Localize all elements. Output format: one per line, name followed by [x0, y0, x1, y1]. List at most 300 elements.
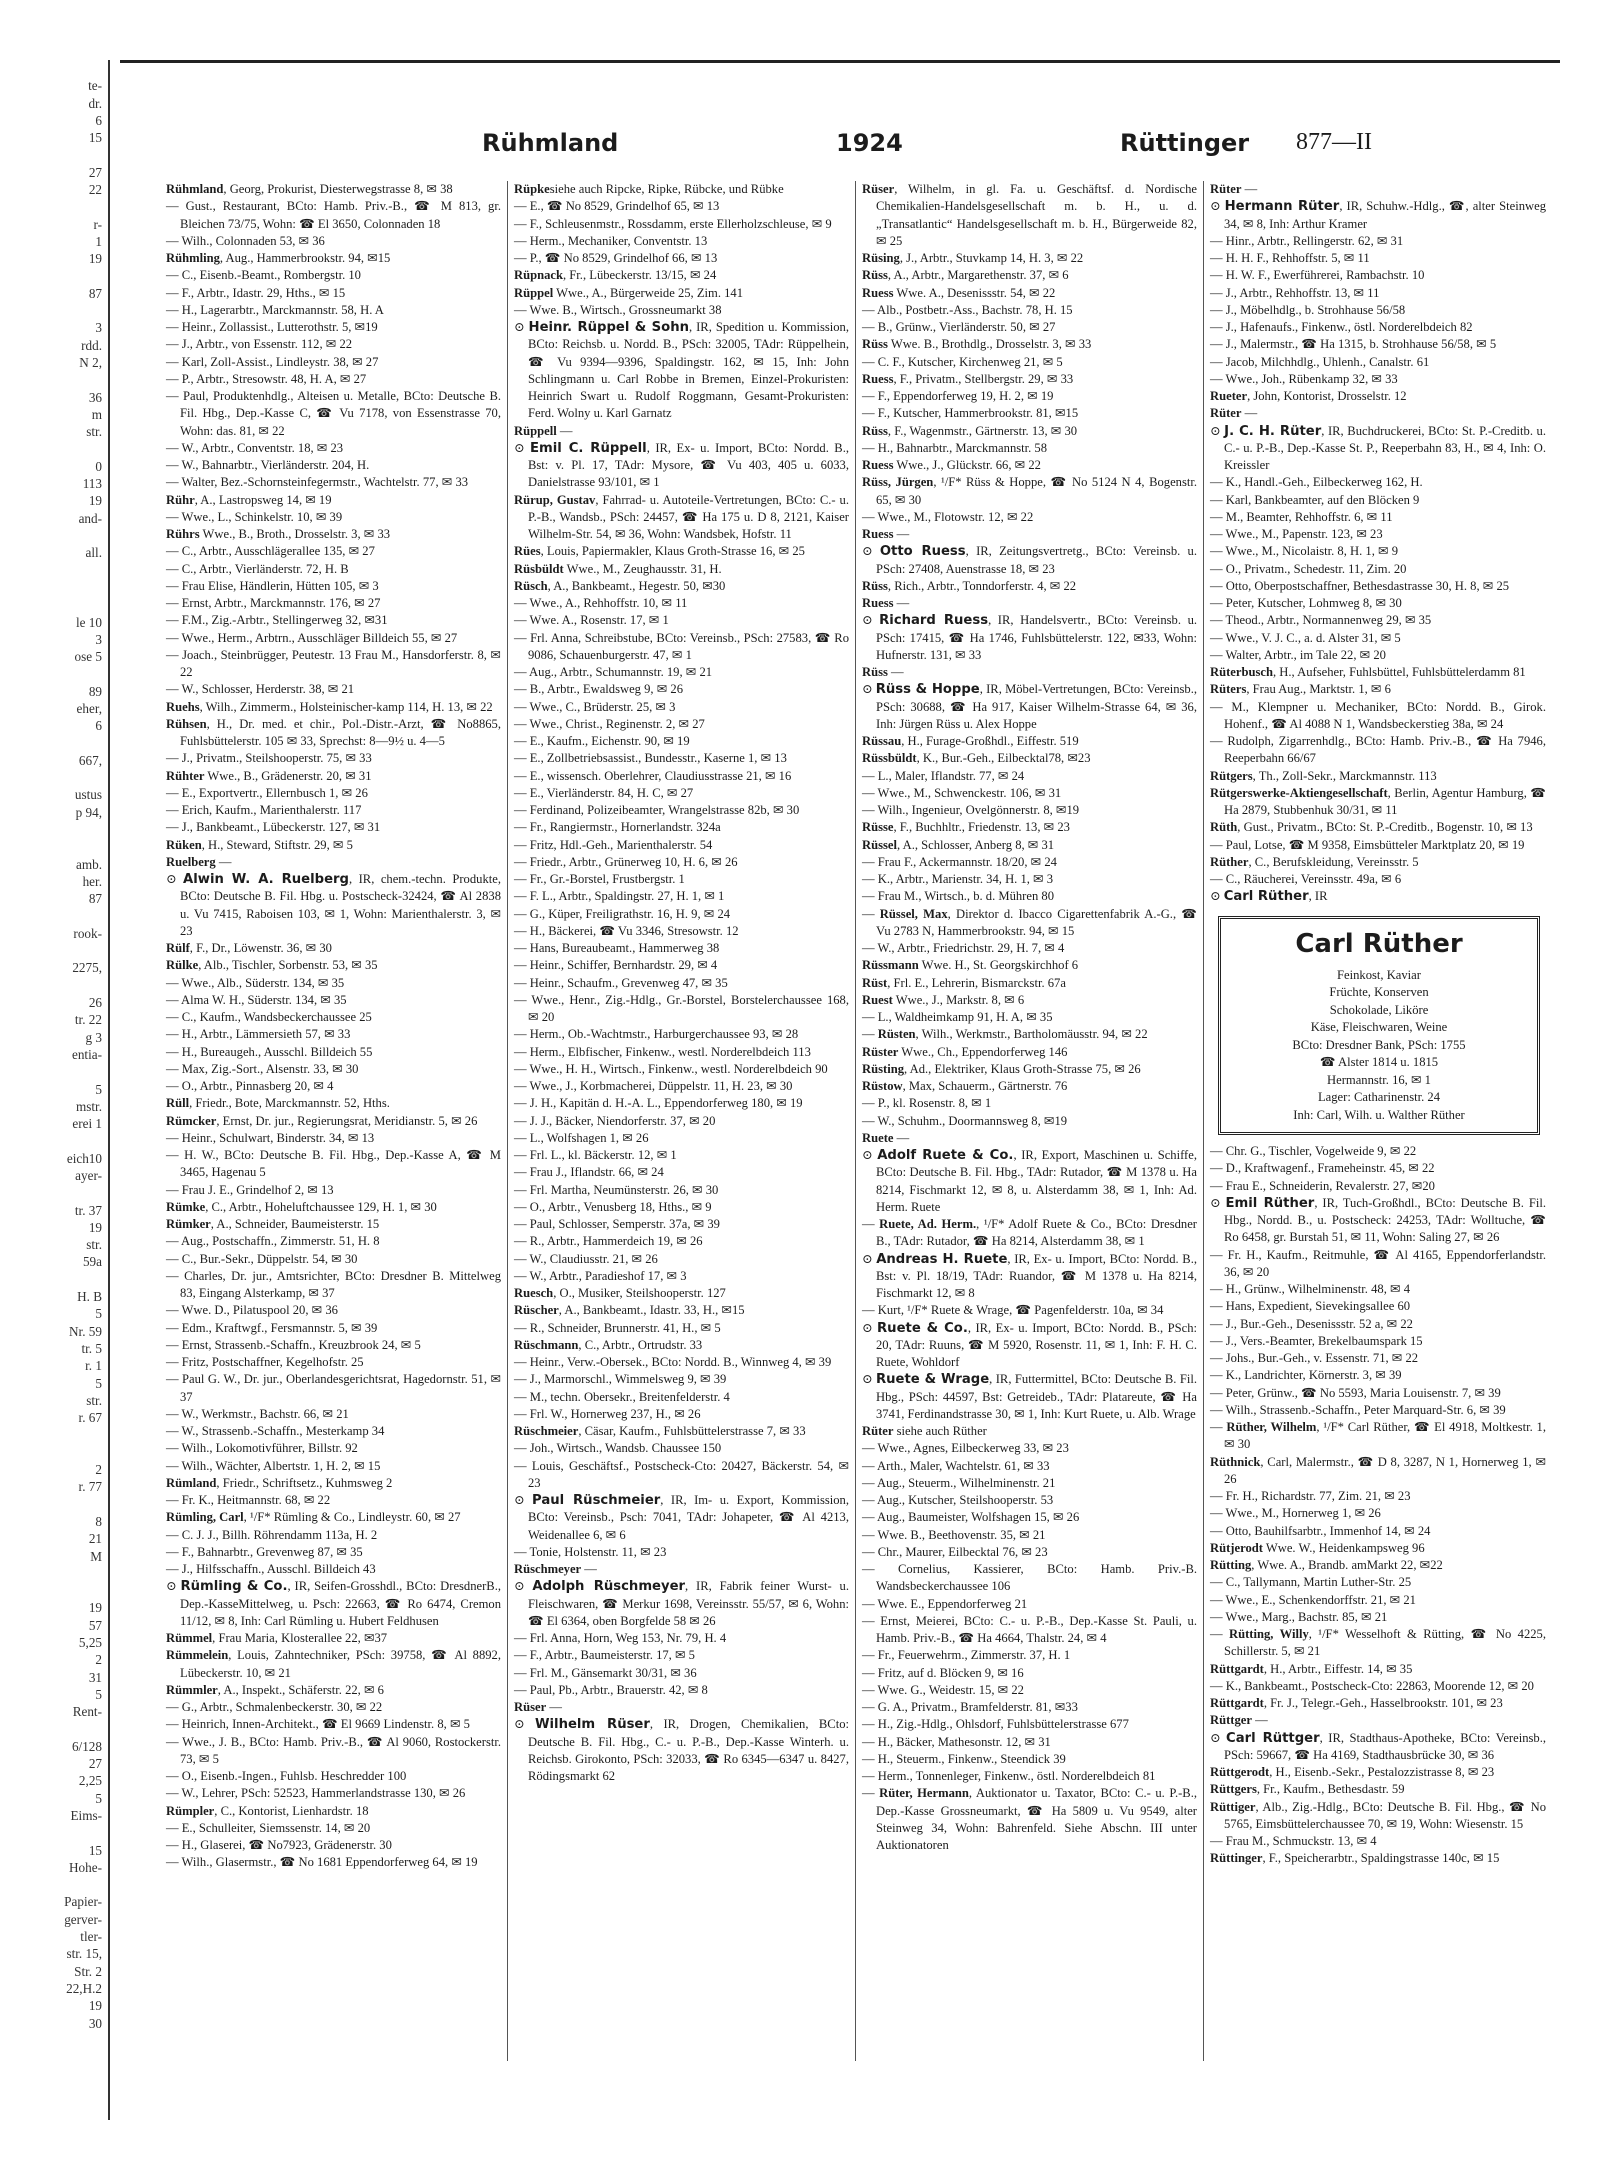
- entry-surname: Rüter, Hermann: [879, 1786, 969, 1801]
- directory-entry: — Rüsten, Wilh., Werkmstr., Bartholomäusstr. 94, ✉ 22: [862, 1027, 1148, 1042]
- directory-entry: — H. W., BCto: Deutsche B. Fil. Hbg., Dep.-Kasse A, ☎ M 3465, Hagenau 5: [166, 1148, 501, 1180]
- directory-entry: — F., Eppendorferweg 19, H. 2, ✉ 19: [862, 389, 1054, 403]
- directory-entry: — W., Arbtr., Paradieshof 17, ✉ 3: [514, 1268, 687, 1283]
- entry-surname: Rüttgers: [1210, 1782, 1257, 1797]
- directory-entry: — Frau E., Schneiderin, Revalerstr. 27, ✉20: [1210, 1178, 1435, 1193]
- entry-surname: Rütting: [1210, 1558, 1252, 1572]
- entry-surname: Rütting, Willy: [1228, 1627, 1309, 1641]
- directory-entry: Ruess —: [862, 596, 910, 610]
- firm-name: Rüss & Hoppe: [875, 682, 980, 698]
- directory-entry: ⊙ Adolf Ruete & Co., IR, Export, Maschinen u. Schiffe, BCto: Deutsche B. Fil. Hbg., TAdr: Rutador, ☎ M 1378 u. Ha 8214, Fischmarkt 12, ✉ 8, u. Alsterdamm 38, ✉ 1, Inh: Ad. Herm. Ruete: [862, 1148, 1197, 1214]
- directory-entry: Rühmland, Georg, Prokurist, Diesterwegstrasse 8, ✉ 38: [166, 182, 453, 196]
- fragment-line: Hohe-: [69, 1859, 102, 1875]
- entry-surname: Ruess: [862, 596, 894, 610]
- directory-entry: — Karl, Zoll-Assist., Lindleystr. 38, ✉ 27: [166, 354, 379, 369]
- directory-entry: — Hinr., Arbtr., Rellingerstr. 62, ✉ 31: [1210, 233, 1404, 248]
- directory-entry: — J., Malermstr., ☎ Ha 1315, b. Strohhause 56/58, ✉ 5: [1210, 337, 1497, 352]
- directory-entry: — E., Schulleiter, Siemssenstr. 14, ✉ 20: [166, 1820, 371, 1835]
- fragment-line: [0, 1496, 108, 1513]
- fragment-line: 3: [95, 320, 102, 336]
- directory-entry: — E., wissensch. Oberlehrer, Claudiusstrasse 21, ✉ 16: [514, 768, 792, 783]
- directory-entry: Rümke, C., Arbtr., Hoheluftchaussee 129, H. 1, ✉ 30: [166, 1199, 437, 1214]
- fragment-line: 2,25: [78, 1773, 102, 1789]
- directory-entry: — Rüter, Hermann, Auktionator u. Taxator, BCto: C.- u. P.-B., Dep.-Kasse Grossneumarkt, ☎ Ha 5809 u. Vu 9549, alter Steinweg 34, Wohn: Bahrenfeld. Siehe Abschn. III unter Auktionatoren: [862, 1786, 1197, 1852]
- entry-surname: Rüpnack: [514, 268, 563, 283]
- entry-surname: Rührs: [166, 527, 200, 541]
- entry-surname: Rüsten: [877, 1027, 916, 1042]
- directory-entry: Rümmler, A., Inspekt., Schäferstr. 22, ✉ 6: [166, 1682, 384, 1697]
- directory-entry: — Peter, Kutscher, Lohmweg 8, ✉ 30: [1210, 596, 1402, 610]
- directory-entry: Rüschmeyer —: [514, 1562, 597, 1576]
- entry-surname: Rüst: [862, 975, 888, 990]
- directory-entry: — Fr. H., Richardstr. 77, Zim. 21, ✉ 23: [1210, 1489, 1411, 1503]
- directory-entry: — J. H., Kapitän d. H.-A. L., Eppendorferweg 180, ✉ 19: [514, 1096, 803, 1111]
- directory-entry: — W., Schuhm., Doormannsweg 8, ✉19: [862, 1113, 1068, 1128]
- entry-surname: Rüttinger: [1210, 1851, 1263, 1866]
- directory-entry: ⊙ Andreas H. Ruete, IR, Ex- u. Import, BCto: Nordd. B., Bst: v. Pl. 18/19, TAdr: Ruandor, ☎ M 1378 u. Ha 8214, Fischmarkt 12, ✉ 8: [862, 1251, 1197, 1300]
- fragment-line: eher,: [76, 700, 102, 716]
- directory-entry: — Wwe., M., Schwenckestr. 106, ✉ 31: [862, 785, 1062, 800]
- directory-entry: — Wwe., L., Schinkelstr. 10, ✉ 39: [166, 509, 343, 524]
- directory-entry: Rüss —: [862, 665, 904, 679]
- directory-entry: — Wwe. A., Rosenstr. 17, ✉ 1: [514, 613, 669, 628]
- directory-entry: — L., Wolfshagen 1, ✉ 26: [514, 1130, 649, 1145]
- directory-entry: Rüttger —: [1210, 1713, 1268, 1728]
- directory-entry: — Paul, Pb., Arbtr., Brauerstr. 42, ✉ 8: [514, 1682, 708, 1697]
- directory-entry: Rüter —: [1210, 406, 1258, 421]
- fragment-line: [0, 1184, 108, 1201]
- directory-entry: Rüttgardt, Fr. J., Telegr.-Geh., Hasselbrookstr. 101, ✉ 23: [1210, 1696, 1503, 1710]
- entry-surname: Ruest: [862, 992, 893, 1007]
- fragment-line: te-: [88, 78, 102, 94]
- directory-entry: Rüthnick, Carl, Malermstr., ☎ D 8, 3287, N 1, Hornerweg 1, ✉ 26: [1210, 1454, 1546, 1486]
- entry-surname: Rütjerodt: [1210, 1540, 1263, 1555]
- directory-entry: Rüters, Frau Aug., Marktstr. 1, ✉ 6: [1210, 682, 1391, 697]
- fragment-line: 15: [88, 130, 102, 146]
- directory-entry: — H., Zig.-Hdlg., Ohlsdorf, Fuhlsbüttelerstrasse 677: [862, 1717, 1129, 1732]
- directory-entry: — M., Beamter, Rehhoffstr. 6, ✉ 11: [1210, 509, 1393, 524]
- directory-entry: Rühr, A., Lastropsweg 14, ✉ 19: [166, 492, 332, 507]
- fragment-line: ose 5: [74, 649, 102, 665]
- directory-entry: — R., Arbtr., Hammerdeich 19, ✉ 26: [514, 1234, 703, 1249]
- directory-entry: Rüsch, A., Bankbeamt., Hegestr. 50, ✉30: [514, 578, 726, 593]
- directory-entry: ⊙ Emil Rüther, IR, Tuch-Großhdl., BCto: Deutsche B. Fil. Hbg., Nordd. B., u. Postscheck: 24253, TAdr: Wolltuche, ☎ Ro 6458, gr. Burstah 51, ✉ 11, Wohn: Saling 27, ✉ 26: [1210, 1195, 1546, 1245]
- fragment-line: 27: [88, 164, 102, 180]
- column-2: [508, 181, 856, 2061]
- directory-entry: — G. A., Privatm., Bramfelderstr. 81, ✉33: [862, 1700, 1078, 1714]
- fragment-line: 87: [88, 891, 102, 907]
- directory-entry: — W., Arbtr., Friedrichstr. 29, H. 7, ✉ 4: [862, 941, 1065, 955]
- directory-entry: — H., Steuerm., Finkenw., Steendick 39: [862, 1751, 1066, 1766]
- directory-entry: — B., Grünw., Vierländerstr. 50, ✉ 27: [862, 320, 1056, 334]
- entry-surname: Rüssau: [862, 734, 902, 748]
- directory-entry: — Wilh., Ingenieur, Ovelgönnerstr. 8, ✉19: [862, 803, 1080, 817]
- directory-entry: — J., Hilfsschaffn., Ausschl. Billdeich 43: [166, 1562, 376, 1576]
- directory-entry: ⊙ Hermann Rüter, IR, Schuhw.-Hdlg., ☎, alter Steinweg 34, ✉ 8, Inh: Arthur Kramer: [1210, 199, 1547, 231]
- directory-entry: Rüscher, A., Bankbeamt., Idastr. 33, H., ✉15: [514, 1303, 745, 1318]
- entry-surname: Rüser: [514, 1700, 547, 1714]
- directory-entry: — H., Arbtr., Lämmersieth 57, ✉ 33: [166, 1027, 351, 1042]
- entry-surname: Ruehs: [166, 699, 200, 714]
- directory-entry: Rüster Wwe., Ch., Eppendorferweg 146: [862, 1044, 1068, 1059]
- entry-surname: Rümmelein: [166, 1648, 229, 1663]
- directory-entry: — F., Arbtr., Baumeisterstr. 17, ✉ 5: [514, 1648, 695, 1663]
- entry-surname: Rüll: [166, 1096, 190, 1111]
- directory-entry: — J., Möbelhdlg., b. Strohhause 56/58: [1210, 302, 1406, 317]
- directory-entry: — Frau Elise, Händlerin, Hütten 105, ✉ 3: [166, 578, 379, 593]
- fragment-line: rdd.: [81, 337, 102, 353]
- fragment-line: 87: [88, 285, 102, 301]
- fragment-line: 19: [88, 251, 102, 267]
- directory-entry: — Rütting, Willy, ¹/F* Wesselhoft & Rütting, ☎ No 4225, Schillerstr. 5, ✉ 21: [1210, 1627, 1547, 1659]
- directory-entry: — W., Strassenb.-Schaffn., Mesterkamp 34: [166, 1424, 385, 1438]
- directory-entry: Rüttgardt, H., Arbtr., Eiffestr. 14, ✉ 35: [1210, 1661, 1413, 1676]
- directory-entry: — Wwe., Christ., Reginenstr. 2, ✉ 27: [514, 716, 705, 731]
- directory-entry: — Wwe. B., Beethovenstr. 35, ✉ 21: [862, 1527, 1046, 1542]
- directory-entry: — C., Kaufm., Wandsbeckerchaussee 25: [166, 1010, 372, 1024]
- directory-entry: — Ernst, Meierei, BCto: C.- u. P.-B., Dep.-Kasse St. Pauli, u. Hamb. Priv.-B., ☎ Ha 4664, Thalstr. 24, ✉ 4: [862, 1613, 1197, 1645]
- directory-entry: — O., Arbtr., Pinnasberg 20, ✉ 4: [166, 1079, 334, 1093]
- directory-entry: — L., Maler, Iflandstr. 77, ✉ 24: [862, 768, 1025, 783]
- directory-entry: — Herm., Elbfischer, Finkenw., westl. Norderelbdeich 113: [514, 1044, 811, 1059]
- advertisement-line: ☎ Alster 1814 u. 1815: [1319, 1055, 1439, 1069]
- directory-entry: ⊙ Otto Ruess, IR, Zeitungsvertretg., BCto: Vereinsb. u. PSch: 27408, Auenstrasse 18, ✉ 23: [862, 544, 1198, 576]
- fragment-line: 8: [95, 1513, 102, 1529]
- entry-surname: Rümmel: [166, 1631, 213, 1645]
- directory-entry: — Paul G. W., Dr. jur., Oberlandesgerichtsrat, Hagedornstr. 51, ✉ 37: [166, 1372, 501, 1404]
- directory-entry: — Otto, Oberpostschaffner, Bethesdastrasse 30, H. 8, ✉ 25: [1210, 578, 1510, 593]
- entry-surname: Rümpler: [166, 1803, 215, 1818]
- directory-entry: — P., kl. Rosenstr. 8, ✉ 1: [862, 1096, 992, 1111]
- directory-entry: — K., Handl.-Geh., Eilbeckerweg 162, H.: [1210, 475, 1423, 490]
- entry-surname: Rüken: [166, 837, 202, 852]
- advertisement-line: Früchte, Konserven: [1329, 985, 1429, 999]
- firm-name: J. C. H. Rüter: [1224, 423, 1322, 439]
- entry-surname: Rüschmann: [514, 1337, 579, 1352]
- directory-entry: Rümker, A., Schneider, Baumeisterstr. 15: [166, 1217, 380, 1231]
- directory-entry: ⊙ Alwin W. A. Ruelberg, IR, chem.-techn. Produkte, BCto: Deutsche B. Fil. Hbg. u. Postscheck-32424, ☎ Al 2838 u. Vu 7415, Raboisen 103, ✉ 1, Wohn: Marienthalerstr. 3, ✉ 23: [166, 872, 501, 938]
- advertisement-line: BCto: Dresdner Bank, PSch: 1755: [1292, 1037, 1466, 1052]
- entry-surname: Rütgers: [1210, 768, 1253, 783]
- directory-entry: Rüschmann, C., Arbtr., Ortrudstr. 33: [514, 1337, 703, 1352]
- directory-entry: — Aug., Kutscher, Steilshooperstr. 53: [862, 1493, 1054, 1507]
- entry-surname: Rümcker: [166, 1113, 217, 1128]
- directory-entry: — E., Zollbetriebsassist., Bundesstr., Kaserne 1, ✉ 13: [514, 751, 787, 766]
- directory-entry: — F.M., Zig.-Arbtr., Stellingerweg 32, ✉31: [166, 613, 388, 628]
- entry-surname: Rüsing: [862, 251, 900, 265]
- entry-surname: Rüter: [1210, 182, 1242, 196]
- directory-entry: — Heinr., Verw.-Obersek., BCto: Nordd. B., Winnweg 4, ✉ 39: [514, 1355, 832, 1369]
- fragment-line: N 2,: [79, 355, 102, 371]
- fragment-line: [0, 1271, 108, 1288]
- directory-entry: Rüppel Wwe., A., Bürgerweide 25, Zim. 141: [514, 285, 744, 300]
- column-1: [160, 181, 508, 2061]
- directory-entry: — Frau J. E., Grindelhof 2, ✉ 13: [166, 1182, 334, 1197]
- fragment-line: 2: [95, 1652, 102, 1668]
- fragment-line: entia-: [71, 1046, 102, 1062]
- directory-entry: Rüpnack, Fr., Lübeckerstr. 13/15, ✉ 24: [514, 268, 717, 283]
- fragment-line: M: [90, 1548, 102, 1564]
- directory-entry: Rütgerswerke-Aktiengesellschaft, Berlin, Agentur Hamburg, ☎ Ha 2879, Stubbenhuk 30/31, ✉ 11: [1210, 785, 1546, 817]
- fragment-line: 30: [88, 2015, 102, 2031]
- directory-entry: — W., Claudiusstr. 21, ✉ 26: [514, 1251, 658, 1266]
- advertisement-box: [1218, 916, 1540, 1136]
- directory-entry: — Heinr., Schulwart, Binderstr. 34, ✉ 13: [166, 1130, 375, 1145]
- header-right-keyword: Rüttinger: [1120, 129, 1250, 157]
- entry-surname: Rüscher: [514, 1303, 559, 1318]
- directory-entry: — Wwe., J. B., BCto: Hamb. Priv.-B., ☎ Al 9060, Rostockerstr. 73, ✉ 5: [166, 1734, 501, 1766]
- fragment-line: 19: [88, 1600, 102, 1616]
- fragment-line: str.: [86, 1237, 102, 1253]
- entry-surname: Rüttgardt: [1210, 1661, 1264, 1676]
- directory-entry: — Joach., Steinbrügger, Peutestr. 13 Frau M., Hansdorferstr. 8, ✉ 22: [166, 647, 501, 679]
- fragment-line: [0, 562, 108, 579]
- directory-entry: — W., Lehrer, PSch: 52523, Hammerlandstrasse 130, ✉ 26: [166, 1786, 466, 1801]
- fragment-line: r-: [93, 216, 102, 232]
- entry-surname: Rüss: [862, 578, 888, 593]
- directory-entry: Rüpkesiehe auch Ripcke, Ripke, Rübcke, und Rübke: [514, 182, 784, 196]
- directory-entry: — W., Schlosser, Herderstr. 38, ✉ 21: [166, 682, 355, 697]
- directory-entry: — Wwe., V. J. C., a. d. Alster 31, ✉ 5: [1210, 630, 1401, 645]
- directory-entry: Rühsen, H., Dr. med. et chir., Pol.-Distr.-Arzt, ☎ No8865, Fuhlsbüttelerstr. 105 ✉ 33, Sprechst: 8—9½ u. 4—5: [166, 716, 501, 748]
- fragment-line: [0, 302, 108, 319]
- fragment-line: [0, 1132, 108, 1149]
- fragment-line: 36: [88, 389, 102, 405]
- fragment-line: 5: [95, 1306, 102, 1322]
- firm-name: Andreas H. Ruete: [876, 1251, 1008, 1267]
- firm-name: Paul Rüschmeier: [532, 1493, 661, 1508]
- fragment-line: [0, 838, 108, 855]
- fragment-line: [0, 665, 108, 682]
- firm-name: Ruete & Wrage: [876, 1372, 990, 1388]
- fragment-line: [0, 527, 108, 544]
- entry-surname: Rühsen: [166, 716, 207, 731]
- directory-entry: — C., Bur.-Sekr., Düppelstr. 54, ✉ 30: [166, 1251, 358, 1266]
- directory-entry: — B., Arbtr., Ewaldsweg 9, ✉ 26: [514, 682, 684, 697]
- entry-surname: Rüttiger: [1210, 1799, 1256, 1814]
- directory-entry: Rütgers, Th., Zoll-Sekr., Marckmannstr. 113: [1210, 768, 1437, 783]
- fragment-line: 6/128: [71, 1738, 102, 1754]
- directory-entry: — Arth., Maler, Wachtelstr. 61, ✉ 33: [862, 1458, 1050, 1473]
- directory-entry: — Wwe., A., Rehhoffstr. 10, ✉ 11: [514, 596, 688, 610]
- fragment-line: erei 1: [72, 1116, 102, 1132]
- fragment-line: 3: [95, 631, 102, 647]
- fragment-line: all.: [85, 545, 102, 561]
- fragment-line: [0, 1582, 108, 1599]
- directory-entry: Rüsse, F., Buchhltr., Friedenstr. 13, ✉ 23: [862, 820, 1070, 835]
- directory-entry: Ruete —: [862, 1130, 910, 1145]
- directory-entry: Rüssel, A., Schlosser, Anberg 8, ✉ 31: [862, 837, 1055, 852]
- entry-surname: Rüter: [1210, 406, 1242, 421]
- directory-entry: Rueter, John, Kontorist, Drosselstr. 12: [1210, 389, 1407, 403]
- fragment-line: 5,25: [78, 1635, 102, 1651]
- entry-surname: Rühmland: [166, 182, 224, 196]
- entry-surname: Rüttger: [1210, 1713, 1252, 1728]
- entry-surname: Rümland: [166, 1475, 217, 1490]
- previous-page-column-fragment: [0, 60, 110, 2120]
- directory-entry: — F., Kutscher, Hammerbrookstr. 81, ✉15: [862, 406, 1079, 421]
- fragment-line: and-: [78, 510, 102, 526]
- directory-entry: — D., Kraftwagenf., Frameheinstr. 45, ✉ 22: [1210, 1161, 1435, 1176]
- directory-entry: — Wwe. D., Pilatuspool 20, ✉ 36: [166, 1303, 338, 1318]
- entry-surname: Rüser: [862, 182, 895, 196]
- directory-entry: — H., Bäcker, Mathesonstr. 12, ✉ 31: [862, 1734, 1051, 1749]
- directory-entry: — H., Bureaugeh., Ausschl. Billdeich 55: [166, 1044, 373, 1059]
- fragment-line: [0, 371, 108, 388]
- fragment-line: 19: [88, 1219, 102, 1235]
- entry-surname: Rütgerswerke-Aktiengesellschaft: [1210, 785, 1388, 800]
- directory-entry: Rüstow, Max, Schauerm., Gärtnerstr. 76: [862, 1079, 1068, 1093]
- advertisement-line: Hermannstr. 16, ✉ 1: [1327, 1072, 1431, 1087]
- fragment-line: gerver-: [64, 1911, 102, 1927]
- directory-entry: — W., Bahnarbtr., Vierländerstr. 204, H.: [166, 458, 370, 472]
- directory-entry: — Paul, Lotse, ☎ M 9358, Eimsbütteler Marktplatz 20, ✉ 19: [1210, 837, 1525, 852]
- directory-entry: — C., Eisenb.-Beamt., Rombergstr. 10: [166, 268, 361, 283]
- directory-entry: Rüppell —: [514, 423, 573, 438]
- directory-entry: ⊙ Paul Rüschmeier, IR, Im- u. Export, Kommission, BCto: Vereinsb., Psch: 7041, TAdr: Johapeter, ☎ Al 4213, Weidenallee 6, ✉ 6: [514, 1493, 849, 1542]
- directory-entry: — Walter, Arbtr., im Tale 22, ✉ 20: [1210, 647, 1386, 662]
- directory-entry: — C., Räucherei, Vereinsstr. 49a, ✉ 6: [1210, 872, 1402, 886]
- directory-entry: — Heinrich, Innen-Architekt., ☎ El 9669 Lindenstr. 8, ✉ 5: [166, 1717, 470, 1732]
- fragment-line: [0, 579, 108, 596]
- directory-entry: Rües, Louis, Papiermakler, Klaus Groth-Strasse 16, ✉ 25: [514, 544, 805, 559]
- directory-entry: Rüser —: [514, 1700, 562, 1714]
- directory-entry: — Wwe., Joh., Rübenkamp 32, ✉ 33: [1210, 371, 1398, 386]
- directory-entry: Ruest Wwe., J., Markstr. 8, ✉ 6: [862, 992, 1025, 1007]
- entry-surname: Ruelberg: [166, 854, 216, 869]
- directory-entry: — Frau F., Ackermannstr. 18/20, ✉ 24: [862, 854, 1057, 869]
- header-left-keyword: Rühmland: [482, 129, 619, 157]
- directory-entry: — Louis, Geschäftsf., Postscheck-Cto: 20427, Bäckerstr. 54, ✉ 23: [514, 1458, 849, 1490]
- directory-entry: Ruesch, O., Musiker, Steilshooperstr. 127: [514, 1286, 726, 1300]
- fragment-line: 19: [88, 493, 102, 509]
- fragment-line: p 94,: [75, 804, 102, 820]
- directory-entry: Rüss, F., Wagenmstr., Gärtnerstr. 13, ✉ 30: [862, 423, 1078, 438]
- directory-entry: — Wwe., M., Hornerweg 1, ✉ 26: [1210, 1506, 1381, 1521]
- directory-entry: ⊙ Rümling & Co., IR, Seifen-Grosshdl., BCto: DresdnerB., Dep.-KasseMittelweg, u. Psch: 22663, ☎ Ro 6474, Cremon 11/12, ✉ 8, Inh: Carl Rümling u. Hubert Feldhusen: [166, 1579, 502, 1628]
- fragment-line: m: [91, 406, 102, 422]
- directory-entry: — Aug., Postschaffn., Zimmerstr. 51, H. 8: [166, 1234, 380, 1249]
- directory-entry: — Aug., Arbtr., Schumannstr. 19, ✉ 21: [514, 665, 713, 679]
- fragment-line: [0, 60, 108, 77]
- entry-surname: Rüss: [862, 268, 888, 283]
- fragment-line: str.: [86, 424, 102, 440]
- directory-entry: — F., Bahnarbtr., Grevenweg 87, ✉ 35: [166, 1544, 363, 1559]
- directory-entry: Rüschmeier, Cäsar, Kaufm., Fuhlsbüttelerstrasse 7, ✉ 33: [514, 1424, 806, 1438]
- directory-entry: Ruess —: [862, 527, 910, 541]
- directory-entry: — J., Hafenaufs., Finkenw., östl. Norderelbdeich 82: [1210, 320, 1473, 334]
- entry-surname: Rües: [514, 544, 541, 559]
- fragment-line: 5: [95, 1375, 102, 1391]
- column-3: [856, 181, 1204, 2061]
- directory-entry: — Gust., Restaurant, BCto: Hamb. Priv.-B., ☎ M 813, gr. Bleichen 73/75, Wohn: ☎ El 3650, Colonnaden 18: [166, 199, 501, 231]
- directory-entry: Rümland, Friedr., Schriftsetz., Kuhmsweg 2: [166, 1475, 393, 1490]
- directory-entry: Rüss, A., Arbtr., Margarethenstr. 37, ✉ 6: [862, 268, 1069, 283]
- directory-entry: — J., Marmorschl., Wimmelsweg 9, ✉ 39: [514, 1372, 727, 1387]
- directory-entry: Rüsbüldt Wwe., M., Zeughausstr. 31, H.: [514, 561, 722, 576]
- directory-entry: — Peter, Grünw., ☎ No 5593, Maria Louisenstr. 7, ✉ 39: [1210, 1385, 1501, 1400]
- directory-entry: ⊙ Emil C. Rüppell, IR, Ex- u. Import, BCto: Nordd. B., Bst: v. Pl. 17, TAdr: Mysore, ☎ Vu 403, 405 u. 6033, Danielstrasse 93/101, ✉ 1: [514, 440, 849, 490]
- directory-entry: Rütjerodt Wwe. W., Heidenkampsweg 96: [1210, 1540, 1425, 1555]
- entry-surname: Rüsbüldt: [514, 561, 564, 576]
- fragment-line: str. 15,: [66, 1946, 102, 1962]
- fragment-line: tr. 37: [74, 1202, 102, 1218]
- directory-entry: — Wwe., E., Schenkendorffstr. 21, ✉ 21: [1210, 1592, 1416, 1607]
- fragment-line: tr. 22: [74, 1012, 102, 1028]
- fragment-line: Rent-: [72, 1704, 102, 1720]
- directory-entry: — Fr., Feuerwehrm., Zimmerstr. 37, H. 1: [862, 1648, 1071, 1663]
- directory-entry: — Heinr., Schaufm., Grevenweg 47, ✉ 35: [514, 975, 728, 990]
- directory-entry: — Frau J., Iflandstr. 66, ✉ 24: [514, 1165, 664, 1180]
- entry-surname: Ruesch: [514, 1286, 554, 1300]
- firm-name: Rümling & Co.: [180, 1579, 288, 1595]
- directory-entry: Rüss, Jürgen, ¹/F* Rüss & Hoppe, ☎ No 5124 N 4, Bogenstr. 65, ✉ 30: [862, 475, 1197, 507]
- fragment-line: r. 67: [78, 1410, 102, 1426]
- fragment-line: [0, 1444, 108, 1461]
- fragment-line: str.: [86, 1392, 102, 1408]
- directory-entry: — Fr., Gr.-Borstel, Frustbergstr. 1: [514, 872, 685, 886]
- entry-surname: Rüther: [1210, 854, 1249, 869]
- fragment-line: [0, 942, 108, 959]
- directory-entry: — Fritz, Hdl.-Geh., Marienthalerstr. 54: [514, 837, 713, 852]
- directory-entry: — Paul, Schlosser, Semperstr. 37a, ✉ 39: [514, 1217, 720, 1231]
- fragment-line: 59a: [82, 1254, 102, 1270]
- fragment-line: 19: [88, 1998, 102, 2014]
- fragment-line: 113: [82, 476, 102, 492]
- entry-surname: Ruete: [862, 1130, 894, 1145]
- advertisement-line: Inh: Carl, Wilh. u. Walther Rüther: [1293, 1107, 1465, 1122]
- fragment-line: mstr.: [75, 1098, 102, 1114]
- directory-entry: — K., Arbtr., Marienstr. 34, H. 1, ✉ 3: [862, 872, 1054, 886]
- fragment-line: [0, 441, 108, 458]
- firm-name: Richard Ruess: [879, 613, 989, 629]
- directory-entry: — Frau M., Schmuckstr. 13, ✉ 4: [1210, 1834, 1377, 1848]
- entry-surname: Rühr: [166, 492, 195, 507]
- directory-entry: — Ernst, Strassenb.-Schaffn., Kreuzbrook 24, ✉ 5: [166, 1337, 421, 1352]
- directory-entry: — H., Bäckerei, ☎ Vu 3346, Stresowstr. 12: [514, 923, 739, 938]
- directory-entry: ⊙ J. C. H. Rüter, IR, Buchdruckerei, BCto: St. P.-Creditb. u. C.- u. P.-B., Dep.-Kasse St. P., Reeperbahn 83, H., ✉ 4, Inh: O. Kreissler: [1210, 423, 1547, 472]
- entry-surname: Rüschmeyer: [514, 1562, 582, 1576]
- entry-surname: Rülf: [166, 941, 190, 955]
- fragment-line: 26: [88, 995, 102, 1011]
- entry-surname: Rüterbusch: [1210, 665, 1273, 679]
- directory-entry: — Jacob, Milchhdlg., Uhlenh., Canalstr. 61: [1210, 354, 1430, 369]
- advertisement-title: Carl Rüther: [1295, 928, 1463, 959]
- fragment-line: [0, 198, 108, 215]
- directory-entry: Rüssmann Wwe. H., St. Georgskirchhof 6: [862, 958, 1079, 973]
- directory-entry: — Chr., Maurer, Eilbecktal 76, ✉ 23: [862, 1544, 1048, 1559]
- fragment-line: g 3: [85, 1029, 102, 1045]
- firm-name: Hermann Rüter: [1224, 199, 1340, 215]
- directory-entry: — C. F., Kutscher, Kirchenweg 21, ✉ 5: [862, 354, 1063, 369]
- fragment-line: [0, 735, 108, 752]
- directory-entry: — Wwe., Alb., Süderstr. 134, ✉ 35: [166, 975, 345, 990]
- directory-entry: — Rüther, Wilhelm, ¹/F* Carl Rüther, ☎ El 4918, Moltkestr. 1, ✉ 30: [1210, 1420, 1546, 1452]
- entry-surname: Rüssel: [862, 837, 897, 852]
- firm-name: Adolph Rüschmeyer: [532, 1579, 686, 1595]
- directory-entry: — P., Arbtr., Stresowstr. 48, H. A, ✉ 27: [166, 371, 367, 386]
- directory-entry: — Tonie, Holstenstr. 11, ✉ 23: [514, 1544, 667, 1559]
- entry-surname: Ruete, Ad. Herm.: [879, 1217, 977, 1231]
- entry-surname: Rüppell: [514, 423, 557, 438]
- fragment-line: ayer-: [75, 1168, 102, 1183]
- directory-entry: Rüther, C., Berufskleidung, Vereinsstr. 5: [1210, 854, 1419, 869]
- directory-entry: Ruess Wwe., J., Glückstr. 66, ✉ 22: [862, 458, 1041, 472]
- fragment-line: 21: [88, 1531, 102, 1547]
- entry-surname: Rüssel, Max: [879, 906, 948, 921]
- directory-entry: — G., Arbtr., Schmalenbeckerstr. 30, ✉ 22: [166, 1700, 383, 1714]
- entry-surname: Rüter: [862, 1424, 894, 1438]
